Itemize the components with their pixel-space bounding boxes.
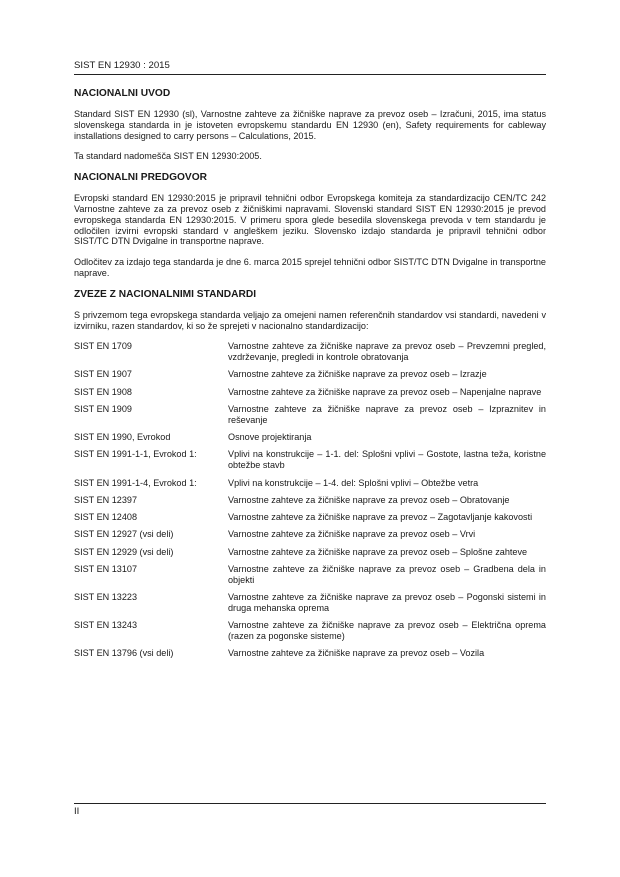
- reference-row: [74, 620, 546, 642]
- reference-code: SIST EN 1991-1-1, Evrokod 1:: [74, 449, 197, 460]
- reference-row: [74, 404, 546, 426]
- reference-list: [74, 341, 546, 659]
- paragraph: Ta standard nadomešča SIST EN 12930:2005.: [74, 151, 262, 162]
- reference-code: SIST EN 12927 (vsi deli): [74, 529, 174, 540]
- paragraph: Evropski standard EN 12930:2015 je pripravil tehnični odbor Evropskega komiteja za standardizacijo CEN/TC 242 Varnostne zahteve za za prevoz oseb z žičniškimi napravami. Slovenski standard SIST EN 12930:2015 je prevod evropskega standarda EN 12930:2015. V primeru spora glede besedila slovenskega prevoda v tem standardu je odločilen izvirni evropski standard v angleškem jeziku. Slovensko izdajo standarda je pripravil tehnični odbor SIST/TC DTN Dvigalne in transportne naprave.: [74, 193, 546, 247]
- footer-divider: [74, 803, 546, 804]
- section-nacionalni-predgovor: [74, 172, 546, 279]
- reference-code: SIST EN 1991-1-4, Evrokod 1:: [74, 477, 197, 488]
- reference-code: SIST EN 12929 (vsi deli): [74, 546, 174, 557]
- reference-code: SIST EN 12397: [74, 494, 138, 505]
- reference-title: Varnostne zahteve za žičniške naprave za prevoz oseb – Izrazje: [228, 369, 487, 380]
- reference-code: SIST EN 1709: [74, 341, 132, 352]
- paragraph: S privzemom tega evropskega standarda veljajo za omejeni namen referenčnih standardov vsi standardi, navedeni v izvirniku, razen standardov, ki so že sprejeti v nacionalno standardizacijo:: [74, 309, 546, 331]
- reference-code: SIST EN 1909: [74, 404, 132, 415]
- reference-title: Vplivi na konstrukcije – 1-4. del: Splošni vplivi – Obtežbe vetra: [228, 477, 479, 488]
- reference-row: [74, 341, 546, 363]
- reference-title: Varnostne zahteve za žičniške naprave za prevoz oseb – Električna oprema (razen za pogonske sisteme): [228, 620, 546, 641]
- reference-title: Varnostne zahteve za žičniške naprave za prevoz oseb – Napenjalne naprave: [228, 386, 542, 397]
- page-number: II: [74, 806, 80, 817]
- reference-title: Varnostne zahteve za žičniške naprave za prevoz oseb – Obratovanje: [228, 494, 510, 505]
- reference-code: SIST EN 12408: [74, 512, 138, 523]
- section-zveze: [74, 289, 546, 659]
- reference-row: [74, 648, 546, 659]
- reference-code: SIST EN 1990, Evrokod: [74, 432, 171, 443]
- reference-code: SIST EN 13796 (vsi deli): [74, 648, 174, 659]
- reference-title: Osnove projektiranja: [228, 432, 312, 443]
- reference-row: [74, 529, 546, 540]
- reference-title: Varnostne zahteve za žičniške naprave za prevoz oseb – Izpraznitev in reševanje: [228, 404, 546, 425]
- reference-row: [74, 449, 546, 471]
- section-heading: ZVEZE Z NACIONALNIMI STANDARDI: [74, 288, 257, 300]
- reference-title: Varnostne zahteve za žičniške naprave za prevoz oseb – Pogonski sistemi in druga mehanska oprema: [228, 592, 546, 613]
- reference-title: Varnostne zahteve za žičniške naprave za prevoz oseb – Vrvi: [228, 529, 476, 540]
- reference-title: Varnostne zahteve za žičniške naprave za prevoz oseb – Gradbena dela in objekti: [228, 564, 546, 585]
- section-nacionalni-uvod: [74, 88, 546, 162]
- reference-code: SIST EN 1907: [74, 369, 132, 380]
- reference-row: [74, 547, 546, 558]
- paragraph: Standard SIST EN 12930 (sl), Varnostne zahteve za žičniške naprave za prevoz oseb – Izračuni, 2015, ima status slovenskega standarda in je istoveten evropskemu standardu EN 12930 (en), Safety requirements for cableway installations designed to carry persons – Calculations, 2015.: [74, 109, 546, 141]
- paragraph: Odločitev za izdajo tega standarda je dne 6. marca 2015 sprejel tehnični odbor SIST/TC DTN Dvigalne in transportne naprave.: [74, 257, 546, 278]
- reference-row: [74, 478, 546, 489]
- reference-title: Varnostne zahteve za žičniške naprave za prevoz – Zagotavljanje kakovosti: [228, 512, 533, 523]
- reference-title: Varnostne zahteve za žičniške naprave za prevoz oseb – Vozila: [228, 648, 485, 659]
- reference-row: [74, 512, 546, 523]
- reference-code: SIST EN 1908: [74, 386, 132, 397]
- section-heading: NACIONALNI PREDGOVOR: [74, 172, 208, 184]
- section-heading: NACIONALNI UVOD: [74, 88, 171, 99]
- running-header: SIST EN 12930 : 2015: [74, 60, 170, 71]
- reference-title: Varnostne zahteve za žičniške naprave za prevoz oseb – Splošne zahteve: [228, 546, 528, 557]
- reference-row: [74, 432, 546, 443]
- reference-row: [74, 369, 546, 380]
- reference-code: SIST EN 13243: [74, 620, 138, 631]
- reference-title: Varnostne zahteve za žičniške naprave za prevoz oseb – Prevzemni pregled, vzdrževanje, pregledi in kontrole obratovanja: [228, 341, 546, 363]
- reference-title: Vplivi na konstrukcije – 1-1. del: Splošni vplivi – Gostote, lastna teža, koristne obtežbe stavb: [228, 449, 546, 471]
- reference-row: [74, 564, 546, 586]
- reference-code: SIST EN 13107: [74, 564, 138, 575]
- reference-row: [74, 592, 546, 614]
- page-content: [74, 88, 546, 666]
- reference-code: SIST EN 13223: [74, 592, 138, 603]
- reference-row: [74, 495, 546, 506]
- header-divider: [74, 74, 546, 75]
- reference-row: [74, 387, 546, 398]
